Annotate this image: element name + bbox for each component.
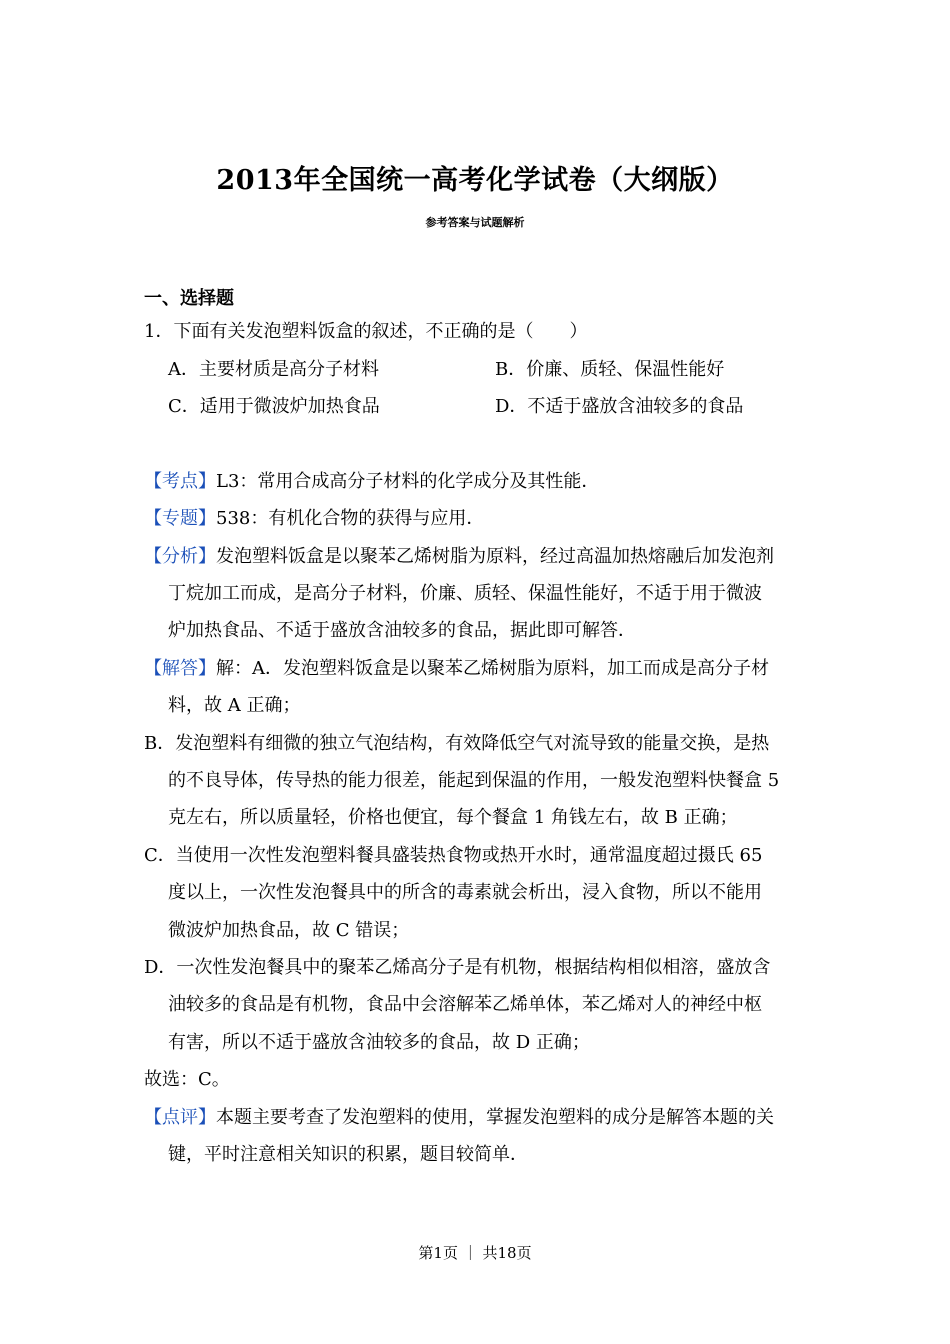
zhuanti-text: 538：有机化合物的获得与应用．: [216, 508, 485, 529]
jieda-line: 解：A．发泡塑料饭盒是以聚苯乙烯树脂为原料，加工而成是高分子材: [216, 658, 769, 679]
jieda-conclusion: 故选：C。: [144, 1069, 230, 1090]
option-c: C．适用于微波炉加热食品: [168, 396, 380, 417]
jieda-row: [144, 657, 769, 681]
jieda-line: 料，故 A 正确；: [168, 695, 301, 716]
option-a: A．主要材质是高分子材料: [168, 359, 379, 380]
fenxi-row: [144, 545, 774, 569]
jieda-line: 微波炉加热食品，故 C 错误；: [168, 920, 410, 941]
kaodian-text: L3：常用合成高分子材料的化学成分及其性能．: [216, 471, 600, 492]
fenxi-line: 丁烷加工而成，是高分子材料，价廉、质轻、保温性能好，不适于用于微波: [168, 583, 762, 604]
dianping-line: 本题主要考查了发泡塑料的使用，掌握发泡塑料的成分是解答本题的关: [216, 1107, 774, 1128]
jieda-line: C．当使用一次性发泡塑料餐具盛装热食物或热开水时，通常温度超过摄氏 65: [144, 845, 763, 866]
fenxi-line: 发泡塑料饭盒是以聚苯乙烯树脂为原料，经过高温加热熔融后加发泡剂: [216, 546, 774, 567]
zhuanti-row: [144, 507, 484, 531]
dianping-line: 键，平时注意相关知识的积累，题目较简单．: [168, 1144, 528, 1165]
jieda-line: B．发泡塑料有细微的独立气泡结构，有效降低空气对流导致的能量交换，是热: [144, 733, 770, 754]
dianping-row: [144, 1106, 774, 1130]
jieda-line: 度以上，一次性发泡餐具中的所含的毒素就会析出，浸入食物，所以不能用: [168, 882, 762, 903]
jieda-line: 的不良导体，传导热的能力很差，能起到保温的作用，一般发泡塑料快餐盒 5: [168, 770, 780, 791]
jieda-line: D．一次性发泡餐具中的聚苯乙烯高分子是有机物，根据结构相似相溶，盛放含: [144, 957, 771, 978]
jieda-line: 油较多的食品是有机物，食品中会溶解苯乙烯单体，苯乙烯对人的神经中枢: [168, 994, 762, 1015]
question-stem: 1．下面有关发泡塑料饭盒的叙述，不正确的是（ ）: [144, 321, 588, 342]
zhuanti-tag: 【专题】: [144, 508, 216, 529]
fenxi-tag: 【分析】: [144, 546, 216, 567]
dianping-tag: 【点评】: [144, 1107, 216, 1128]
section-heading: 一、选择题: [144, 288, 234, 309]
page-footer: 第1页 ｜ 共18页: [418, 1244, 532, 1262]
page-subtitle: 参考答案与试题解析: [425, 216, 525, 229]
fenxi-line: 炉加热食品、不适于盛放含油较多的食品，据此即可解答．: [168, 620, 636, 641]
kaodian-row: [144, 470, 599, 494]
page-title: 2013年全国统一高考化学试卷（大纲版）: [216, 165, 734, 196]
option-b: B．价廉、质轻、保温性能好: [495, 359, 725, 380]
jieda-tag: 【解答】: [144, 658, 216, 679]
jieda-line: 有害，所以不适于盛放含油较多的食品，故 D 正确；: [168, 1032, 590, 1053]
option-d: D．不适于盛放含油较多的食品: [495, 396, 744, 417]
kaodian-tag: 【考点】: [144, 471, 216, 492]
jieda-line: 克左右，所以质量轻，价格也便宜，每个餐盒 1 角钱左右，故 B 正确；: [168, 807, 738, 828]
